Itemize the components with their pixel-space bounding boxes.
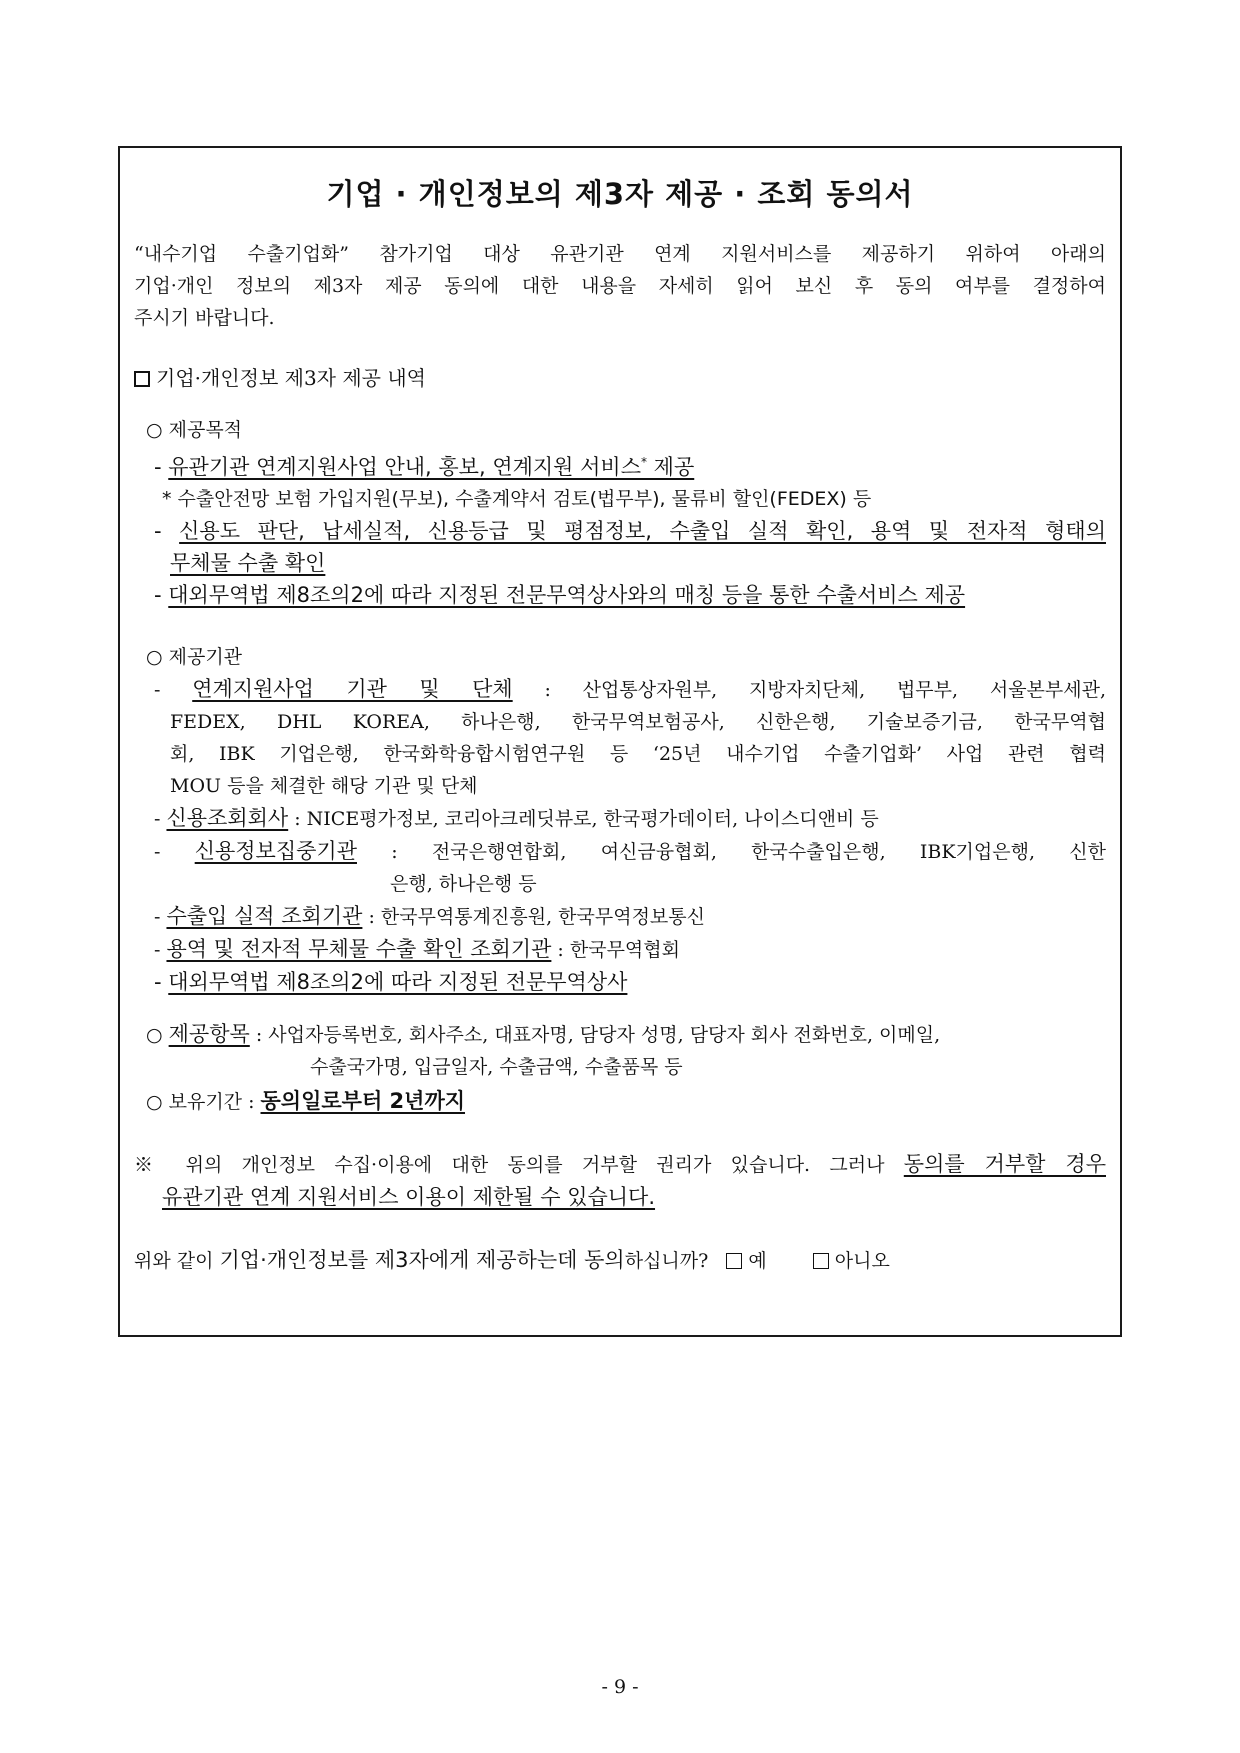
footnote-marker: *: [641, 455, 647, 469]
notice-emphasis: 동의를 거부할 경우: [903, 1152, 1106, 1176]
purpose-item-suffix: 제공: [647, 455, 695, 479]
document-title: 기업 · 개인정보의 제3자 제공 · 조회 동의서: [326, 177, 914, 211]
institution-text: : NICE평가정보, 코리아크레딧뷰로, 한국평가데이터, 나이스디앤비 등: [288, 808, 879, 830]
notice-line: [134, 1148, 1106, 1181]
institution-continuation: 회, IBK 기업은행, 한국화학융합시험연구원 등 ‘25년 내수기업 수출기업화’ 사업 관련 협력: [170, 743, 1106, 765]
page-number: - 9 -: [601, 1676, 639, 1698]
institution-title: 신용조회회사: [166, 806, 289, 830]
institution-title: 신용정보집중기관: [194, 839, 357, 863]
question-bold: 기업·개인정보를 제3자에게 제공하는데 동의: [219, 1248, 625, 1272]
consent-form-box: [118, 146, 1122, 1337]
question-pre: 위와 같이: [134, 1250, 220, 1272]
purpose-item-continuation: [134, 547, 1106, 579]
dash-prefix: -: [154, 679, 193, 701]
purpose-label: ○ 제공목적: [146, 419, 243, 441]
purpose-section: [134, 414, 1106, 611]
retention-row: [134, 1085, 1106, 1118]
items-text: : 사업자등록번호, 회사주소, 대표자명, 담당자 성명, 담당자 회사 전화번호, 이메일,: [249, 1024, 941, 1046]
items-continuation: 수출국가명, 입금일자, 수출금액, 수출품목 등: [310, 1056, 683, 1078]
items-section: [134, 1018, 1106, 1083]
institution-title: 수출입 실적 조회기관: [166, 904, 363, 928]
notice-text: 위의 개인정보 수집·이용에 대한 동의를 거부할 권리가 있습니다. 그러나: [166, 1154, 904, 1176]
institution-text: : 산업통상자원부, 지방자치단체, 법무부, 서울본부세관,: [512, 679, 1107, 701]
dash-prefix: -: [154, 455, 169, 479]
dash-prefix: -: [154, 906, 167, 928]
institution-title: 용역 및 전자적 무체물 수출 확인 조회기관: [166, 937, 552, 961]
dash-prefix: -: [154, 808, 167, 830]
institution-item: [134, 802, 1106, 835]
notice-line: [134, 1181, 1106, 1214]
items-title: 제공항목: [168, 1022, 250, 1046]
yes-checkbox[interactable]: [726, 1253, 742, 1269]
institution-text: : 전국은행연합회, 여신금융협회, 한국수출입은행, IBK기업은행, 신한: [356, 841, 1106, 863]
items-row: [134, 1018, 1106, 1051]
purpose-item-text: 유관기관 연계지원사업 안내, 홍보, 연계지원 서비스: [168, 455, 641, 479]
dash-prefix: -: [154, 970, 169, 994]
intro-line: 주시기 바랍니다.: [134, 307, 275, 329]
institution-continuation: MOU 등을 체결한 해당 기관 및 단체: [170, 775, 478, 797]
institution-text: : 한국무역협회: [551, 939, 680, 961]
intro-line: 기업·개인 정보의 제3자 제공 동의에 대한 내용을 자세히 읽어 보신 후 동의 여부를 결정하여: [134, 275, 1106, 297]
institutions-section: [134, 641, 1106, 998]
consent-question: [134, 1244, 1106, 1277]
purpose-item-text: 무체물 수출 확인: [170, 551, 326, 575]
institution-title: 연계지원사업 기관 및 단체: [192, 677, 513, 701]
intro-line: “내수기업 수출기업화” 참가기업 대상 유관기관 연계 지원서비스를 제공하기 위하여 아래의: [134, 243, 1106, 265]
institution-item: [134, 900, 1106, 933]
no-label: 아니오: [834, 1250, 890, 1272]
retention-value: 동의일로부터 2년까지: [260, 1089, 466, 1113]
retention-label: ○ 보유기간 :: [146, 1091, 261, 1113]
purpose-item: [134, 446, 1106, 483]
institution-title: 대외무역법 제8조의2에 따라 지정된 전문무역상사: [168, 970, 628, 994]
institution-item: [134, 933, 1106, 966]
checkbox-square-icon: [134, 371, 150, 387]
purpose-item: [134, 579, 1106, 611]
yes-label: 예: [748, 1250, 767, 1272]
institution-text: : 한국무역통계진흥원, 한국무역정보통신: [362, 906, 705, 928]
purpose-item-text: 신용도 판단, 납세실적, 신용등급 및 평점정보, 수출입 실적 확인, 용역 및 전자적 형태의: [179, 519, 1106, 543]
question-post: 하십니까?: [624, 1250, 709, 1272]
institution-item: [134, 835, 1106, 868]
dash-prefix: -: [154, 519, 180, 543]
notice-section: [134, 1148, 1106, 1214]
institutions-label: ○ 제공기관: [146, 646, 243, 668]
purpose-footnote: * 수출안전망 보험 가입지원(무보), 수출계약서 검토(법무부), 물류비 할인(FEDEX) 등: [162, 488, 872, 510]
notice-mark: ※: [134, 1154, 167, 1176]
institution-item: [134, 673, 1106, 706]
dash-prefix: -: [154, 841, 195, 863]
circle-prefix: ○: [146, 1024, 169, 1046]
dash-prefix: -: [154, 583, 169, 607]
no-checkbox[interactable]: [813, 1253, 829, 1269]
purpose-item-text: 대외무역법 제8조의2에 따라 지정된 전문무역상사와의 매칭 등을 통한 수출서비스 제공: [168, 583, 966, 607]
section-heading-text: 기업·개인정보 제3자 제공 내역: [156, 366, 426, 390]
purpose-item: [134, 515, 1106, 547]
institution-continuation: 은행, 하나은행 등: [390, 873, 537, 895]
section-heading: [134, 362, 1106, 394]
dash-prefix: -: [154, 939, 167, 961]
institution-item: [134, 966, 1106, 998]
notice-emphasis: 유관기관 연계 지원서비스 이용이 제한될 수 있습니다.: [162, 1185, 656, 1209]
intro-paragraph: [134, 238, 1106, 334]
institution-continuation: FEDEX, DHL KOREA, 하나은행, 한국무역보험공사, 신한은행, 기술보증기금, 한국무역협: [170, 711, 1106, 733]
